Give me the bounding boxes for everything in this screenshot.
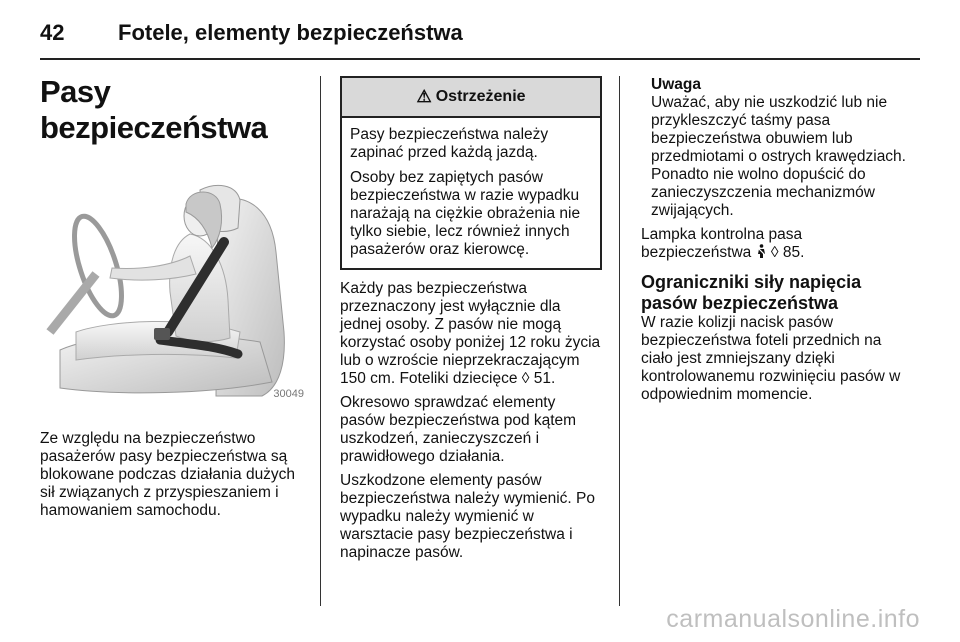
note-body: Uważać, aby nie uszkodzić lub nie przykleszczyć taśmy pasa bezpieczeństwa obuwiem lub przedmiotami o ostrych krawędziach. Ponadto nie wolno dopuścić do zanieczyszczenia mechanizmów zwijających. [651, 94, 906, 219]
intro-paragraph: Ze względu na bezpieczeństwo pasażerów pasy bezpieczeństwa są blokowane podczas działania dużych sił związanych z przyspieszaniem i hamowaniem samochodu. [40, 430, 296, 519]
force-limiter-paragraph: W razie kolizji nacisk pasów bezpieczeństwa foteli przednich na ciało jest zmniejszany dzięki kontrolowanemu rozwinięciu pasów w odpowiednim momencie. [641, 314, 901, 403]
note-block [641, 76, 911, 220]
chapter-title: Fotele, elementy bezpieczeństwa [118, 20, 463, 45]
warning-paragraph-1: Pasy bezpieczeństwa należy zapinać przed każdą jazdą. [350, 126, 549, 161]
warning-title: Ostrzeżenie [435, 88, 526, 105]
header-divider [40, 58, 920, 60]
column-left [40, 72, 306, 526]
inspection-paragraph: Okresowo sprawdzać elementy pasów bezpieczeństwa pod kątem uszkodzeń, zanieczyszczeń i prawidłowego działania. [340, 394, 577, 465]
figure-code: 30049 [273, 388, 304, 400]
column-right [641, 76, 911, 410]
column-divider-left [320, 76, 321, 606]
warning-box [340, 76, 602, 270]
seatbelt-icon [756, 244, 771, 261]
column-divider-right [619, 76, 620, 606]
driver-with-seatbelt-drawing [40, 182, 306, 402]
warning-paragraph-2: Osoby bez zapiętych pasów bezpieczeństwa w razie wypadku narażają na ciężkie obrażenia nie tylko siebie, lecz również innych pasażerów oraz kierowcę. [350, 169, 581, 258]
force-limiter-heading: Ograniczniki siły napięcia pasów bezpieczeństwa [641, 272, 862, 313]
watermark: carmanualsonline.info [666, 605, 920, 633]
page-header [40, 14, 920, 54]
page-number: 42 [40, 20, 65, 45]
column-middle [340, 76, 604, 568]
note-title: Uwaga [651, 76, 701, 93]
seatbelt-illustration [40, 182, 306, 402]
indicator-lamp-text: Lampka kontrolna pasa bezpieczeństwa [641, 226, 803, 261]
warning-body [342, 118, 600, 268]
page-reference: ◊ 85. [770, 244, 805, 261]
usage-paragraph: Każdy pas bezpieczeństwa przeznaczony jest wyłącznie dla jednej osoby. Z pasów nie mogą korzystać osoby poniżej 12 roku życia lub o wzroście nieprzekraczającym 150 cm. Foteliki dziecięce ◊ 51. [340, 280, 601, 387]
replacement-paragraph: Uszkodzone elementy pasów bezpieczeństwa należy wymienić. Po wypadku należy wymienić w warsztacie pasy bezpieczeństwa i napinacze pasów. [340, 472, 596, 561]
warning-header [342, 78, 600, 118]
warning-triangle-icon: ⚠ [416, 87, 432, 106]
section-title: Pasy bezpieczeństwa [40, 74, 268, 145]
indicator-lamp-paragraph [641, 226, 911, 262]
